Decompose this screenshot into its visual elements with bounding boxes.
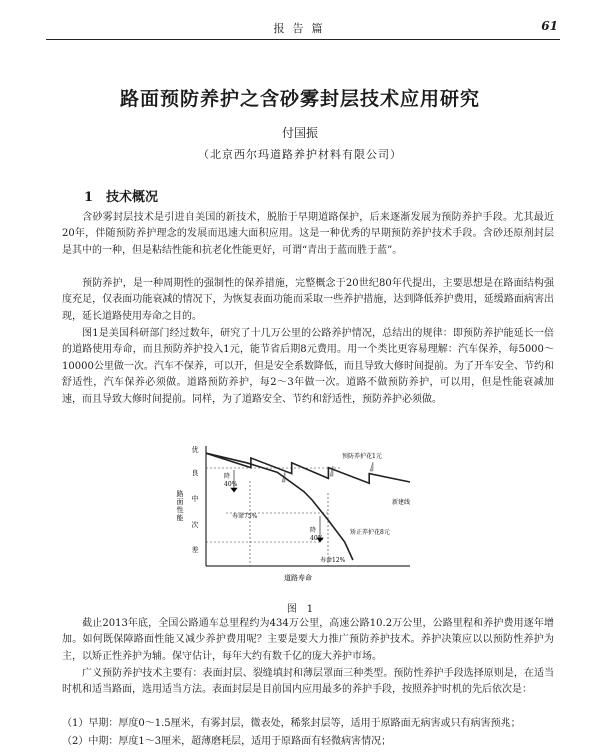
paragraph-1: 含砂雾封层技术是引进自美国的新技术，脱胎于早期道路保护，后来逐渐发展为预防养护手段。尤其最近20年，伴随预防养护理念的发展而迅速大面积应用。这是一种优秀的早期预防养护技术手段。含砂还原剂封层是其中的一种，但是粘结性能和抗老化性能更好，可谓“青出于蓝而胜于蓝”。 <box>62 212 554 256</box>
chart-annotation: 40% <box>310 535 324 542</box>
journal-section-label: 报告篇 <box>273 22 331 35</box>
chart-annotation: 寿命75% <box>232 513 258 520</box>
y-tick-label: 良 <box>191 469 199 477</box>
section-number: 1 <box>84 190 94 205</box>
author: 付国振 <box>281 126 318 140</box>
restore-bar <box>370 462 373 471</box>
y-tick-label: 差 <box>191 546 199 554</box>
affiliation: （北京西尔玛道路养护材料有限公司） <box>198 148 402 161</box>
chart-annotation: 新建线 <box>392 499 411 506</box>
paragraph-3: 图1是美国科研部门经过数年，研究了十几万公里的公路养护情况，总结出的规律：即预防养护能延长一倍的道路使用寿命，而且预防养护投入1元，能节省后期8元费用。用一个类比更容易理解：汽车保养，每5000～10000公里做一次。汽车不保养，可以开，但是安全系数降低，而且导致大修时间提前。为了开车安全、节约和舒适性，汽车保养必须做。道路预防养护，每2～3年做一次。道路不做预防养护，可以用，但是性能衰减加速，而且导致大修时间提前。同样，为了道路安全、节约和舒适性，预防养护必须做。 <box>62 328 554 405</box>
section-heading <box>84 186 158 205</box>
pavement-performance-chart <box>170 438 440 588</box>
chart-annotation: 寿命12% <box>320 557 346 564</box>
restore-bar <box>330 466 333 476</box>
paragraph-4: 截止2013年底，全国公路通车总里程约为434万公里，高速公路10.2万公里，公路里程和养护费用逐年增加。如何既保障路面性能又减少养护费用呢？主要是要大力推广预防养护技术。养护决策应以以预防性养护为主，以矫正性养护为辅。保守估计，每年大约有数千亿的庞大养护市场。 <box>62 618 554 662</box>
chart-annotation: 降 <box>310 527 317 534</box>
y-tick-label: 次 <box>191 521 199 529</box>
section-title: 技术概况 <box>106 190 159 205</box>
y-tick-label: 中 <box>191 495 199 503</box>
chart-annotation: 40% <box>224 481 238 488</box>
paragraph-5: 广义预防养护技术主要有：表面封层、裂缝填封和薄层罩面三种类型。预防性养护手段选择原则是，在适当时机和适当路面，选用适当方法。表面封层是目前国内应用最多的养护手段，按照养护时机的先后依次是： <box>62 668 554 696</box>
chart-annotation: 降 <box>224 473 231 480</box>
paper-title: 路面预防养护之含砂雾封层技术应用研究 <box>119 88 480 110</box>
chart-annotation: 矫正养护花8元 <box>350 529 390 536</box>
x-axis-label: 道路寿命 <box>284 574 312 582</box>
list-item: （2）中期：厚度1～3厘米，超薄磨耗层，适用于原路面有轻微病害情况； <box>62 736 392 747</box>
y-tick-label: 优 <box>191 446 199 454</box>
y-axis-label: 路面性能 <box>176 490 184 522</box>
chart-annotation: 预防养护花1元 <box>342 453 382 460</box>
arrow-head <box>231 488 237 492</box>
page-number: 61 <box>541 19 558 33</box>
running-header <box>46 20 558 38</box>
figure-caption: 图 1 <box>286 604 314 615</box>
paragraph-2: 预防养护，是一种周期性的强制性的保养措施，完整概念于20世纪80年代提出，主要思想是在路面结构强度充足，仅表面功能衰减的情况下，为恢复表面功能而采取一些养护措施，达到降低养护费用，延缓路面病害出现，延长道路使用寿命之目的。 <box>62 278 554 322</box>
header-rule <box>46 39 560 40</box>
list-item: （1）早期：厚度0～1.5厘米，有雾封层，微表处，稀浆封层等，适用于原路面无病害或只有病害预兆； <box>62 718 521 729</box>
